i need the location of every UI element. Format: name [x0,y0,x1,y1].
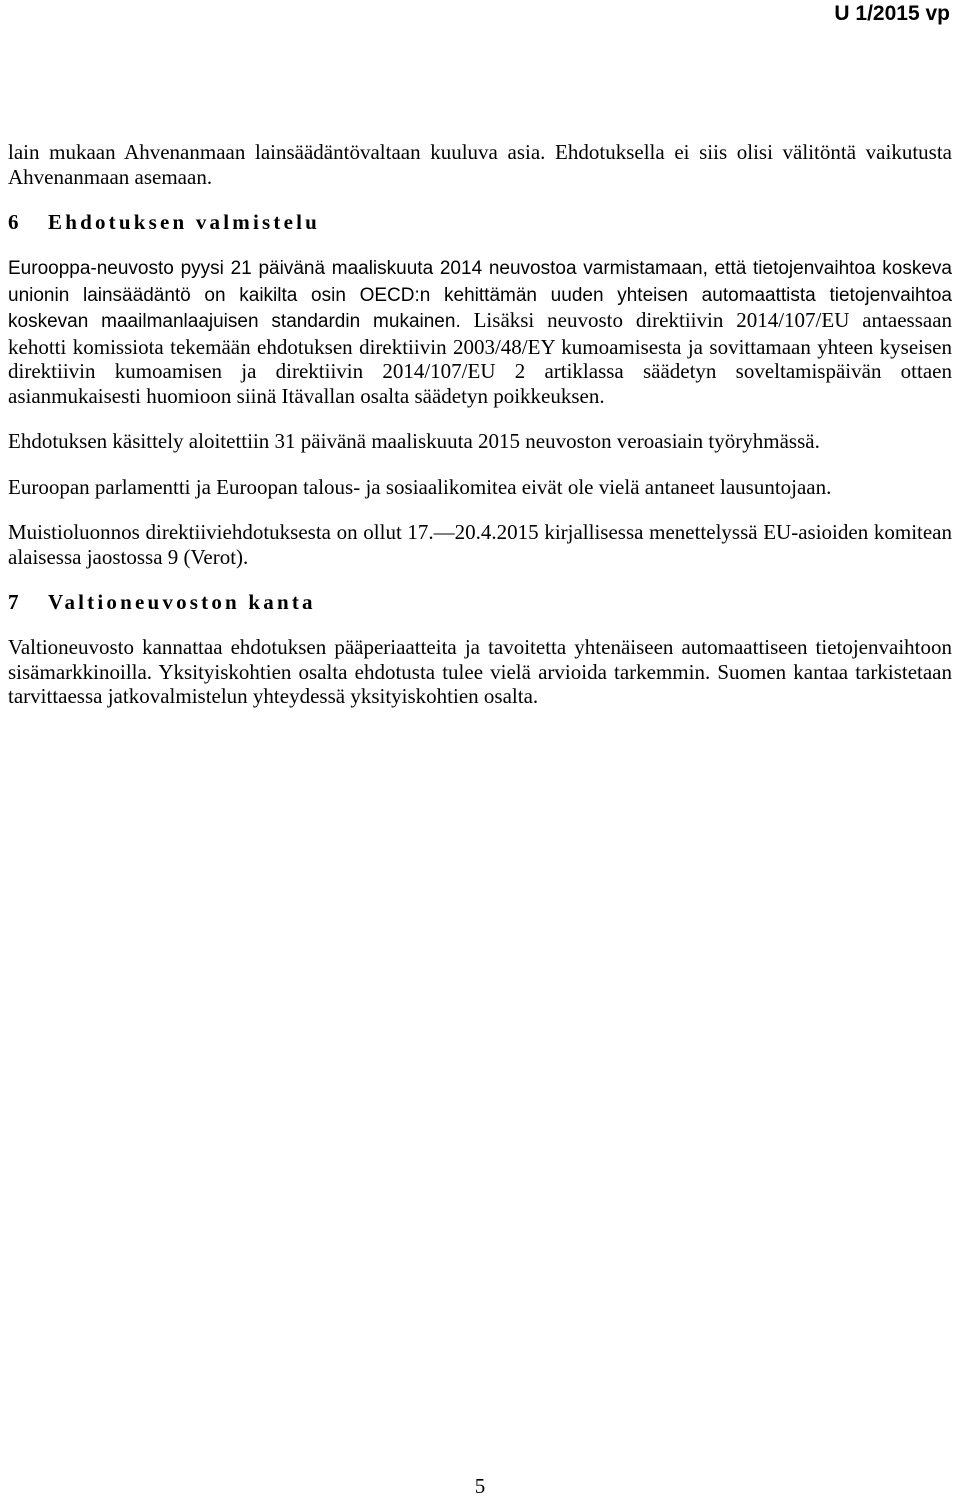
paragraph-serif-text: Lisäksi neuvosto direktiivin 2014/107/EU antaessaan kehotti komissiota tekemään ehdotuksen direktiivin 2003/48/EY kumoamisesta ja sovittamaan yhteen kyseisen direktiivin kumoamisen ja direktiivin 2014/107/EU 2 artiklassa säädetyn soveltamispäivän ottaen asianmukaisesti huomioon siinä Itävallan osalta säädetyn poikkeuksen. [8,308,953,408]
paragraph-parlamentti: Euroopan parlamentti ja Euroopan talous- ja sosiaalikomitea eivät ole vielä antaneet lausuntojaan. [8,474,832,499]
section-heading-7 [8,590,952,614]
section-title: Valtioneuvoston kanta [48,590,316,614]
paragraph-kasittely: Ehdotuksen käsittely aloitettiin 31 päivänä maaliskuuta 2015 neuvoston veroasiain työryhmässä. [8,429,820,453]
section-number: 7 [8,590,19,614]
paragraph-muistioluonnos: Muistioluonnos direktiiviehdotuksesta on ollut 17.—20.4.2015 kirjallisessa menettelyssä EU-asioiden komitean alaisessa jaostossa 9 (Verot). [8,520,952,569]
section-title: Ehdotuksen valmistelu [48,210,321,234]
section-heading-6 [8,210,952,234]
document-id-header: U 1/2015 vp [834,2,950,25]
paragraph-eurooppa-neuvosto [8,255,952,408]
section-number: 6 [8,210,19,234]
page-number: 5 [474,1474,486,1498]
paragraph-sans-text: Eurooppa-neuvosto pyysi 21 päivänä maaliskuuta 2014 neuvostoa varmistamaan, että tietojenvaihtoa koskeva unionin lainsäädäntö on kaikilta osin OECD:n kehittämän uuden yhteisen automaattista tietojenvaihtoa koskevan maailmanlaajuisen standardin mukainen. [8,258,952,332]
paragraph-ahvenanmaa: lain mukaan Ahvenanmaan lainsäädäntövaltaan kuuluva asia. Ehdotuksella ei siis olisi välitöntä vaikutusta Ahvenanmaan asemaan. [8,140,952,189]
paragraph-valtioneuvosto: Valtioneuvosto kannattaa ehdotuksen pääperiaatteita ja tavoitetta yhtenäiseen automaattiseen tietojenvaihtoon sisämarkkinoilla. Yksityiskohtien osalta ehdotusta tulee vielä arvioida tarkemmin. Suomen kantaa tarkistetaan tarvittaessa jatkovalmistelun yhteydessä yksityiskohtien osalta. [8,635,952,708]
document-body [8,140,952,730]
